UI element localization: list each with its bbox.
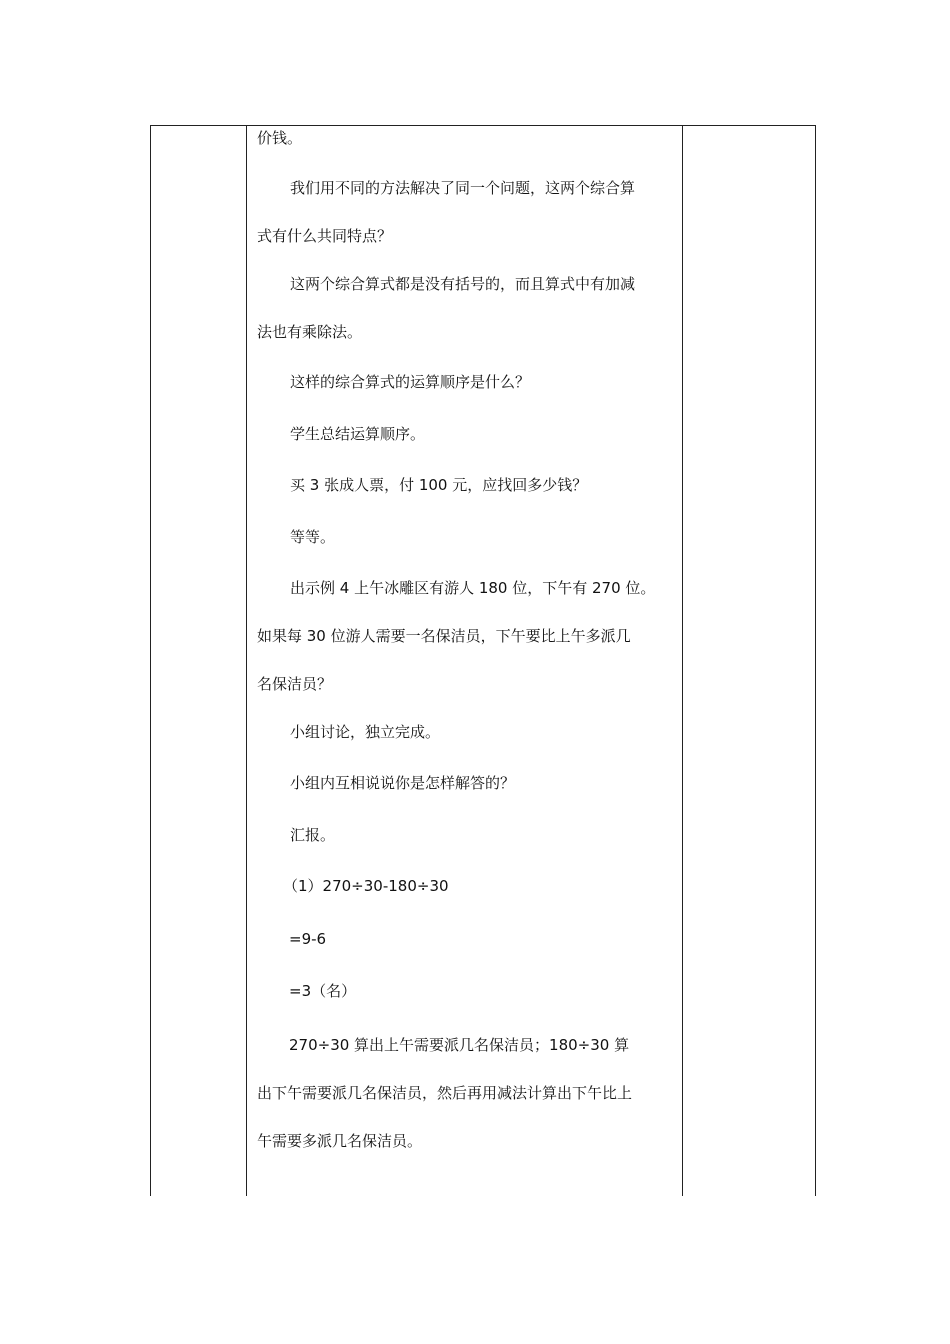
table-cell-left bbox=[151, 126, 246, 1196]
text-line: 出下午需要派几名保洁员，然后再用减法计算出下午比上 bbox=[257, 1084, 633, 1102]
paragraph-explanation bbox=[257, 1021, 632, 1165]
table-right-border bbox=[815, 125, 816, 1196]
text-line: 出示例 4 上午冰雕区有游人 180 位，下午有 270 位。 bbox=[290, 579, 656, 597]
text-line: 汇报。 bbox=[290, 826, 336, 844]
text-line: 这样的综合算式的运算顺序是什么？ bbox=[290, 373, 531, 391]
table-cell-right bbox=[683, 126, 815, 1196]
paragraph-common-features bbox=[257, 164, 635, 260]
equation-line: =9-6 bbox=[289, 930, 327, 948]
paragraph-no-brackets bbox=[257, 260, 635, 356]
table-column-divider-1 bbox=[246, 125, 247, 1196]
equation-line: =3（名） bbox=[289, 982, 357, 1000]
text-line: 价钱。 bbox=[257, 129, 303, 147]
text-line: 午需要多派几名保洁员。 bbox=[257, 1132, 423, 1150]
text-line: 小组讨论，独立完成。 bbox=[290, 723, 441, 741]
text-line: 买 3 张成人票，付 100 元，应找回多少钱？ bbox=[290, 476, 588, 494]
text-line: 270÷30 算出上午需要派几名保洁员；180÷30 算 bbox=[289, 1036, 630, 1054]
text-line: 学生总结运算顺序。 bbox=[290, 425, 426, 443]
text-line: 小组内互相说说你是怎样解答的？ bbox=[290, 774, 516, 792]
text-line: 等等。 bbox=[290, 528, 336, 546]
text-line: 式有什么共同特点？ bbox=[257, 227, 393, 245]
text-line: 名保洁员？ bbox=[257, 675, 333, 693]
text-line: 如果每 30 位游人需要一名保洁员，下午要比上午多派几 bbox=[257, 627, 631, 645]
paragraph-example-4 bbox=[257, 564, 655, 708]
text-line: 我们用不同的方法解决了同一个问题，这两个综合算 bbox=[290, 179, 636, 197]
equation-line: （1）270÷30-180÷30 bbox=[283, 877, 449, 895]
text-line: 这两个综合算式都是没有括号的，而且算式中有加减 bbox=[290, 275, 636, 293]
text-line: 法也有乘除法。 bbox=[257, 323, 363, 341]
